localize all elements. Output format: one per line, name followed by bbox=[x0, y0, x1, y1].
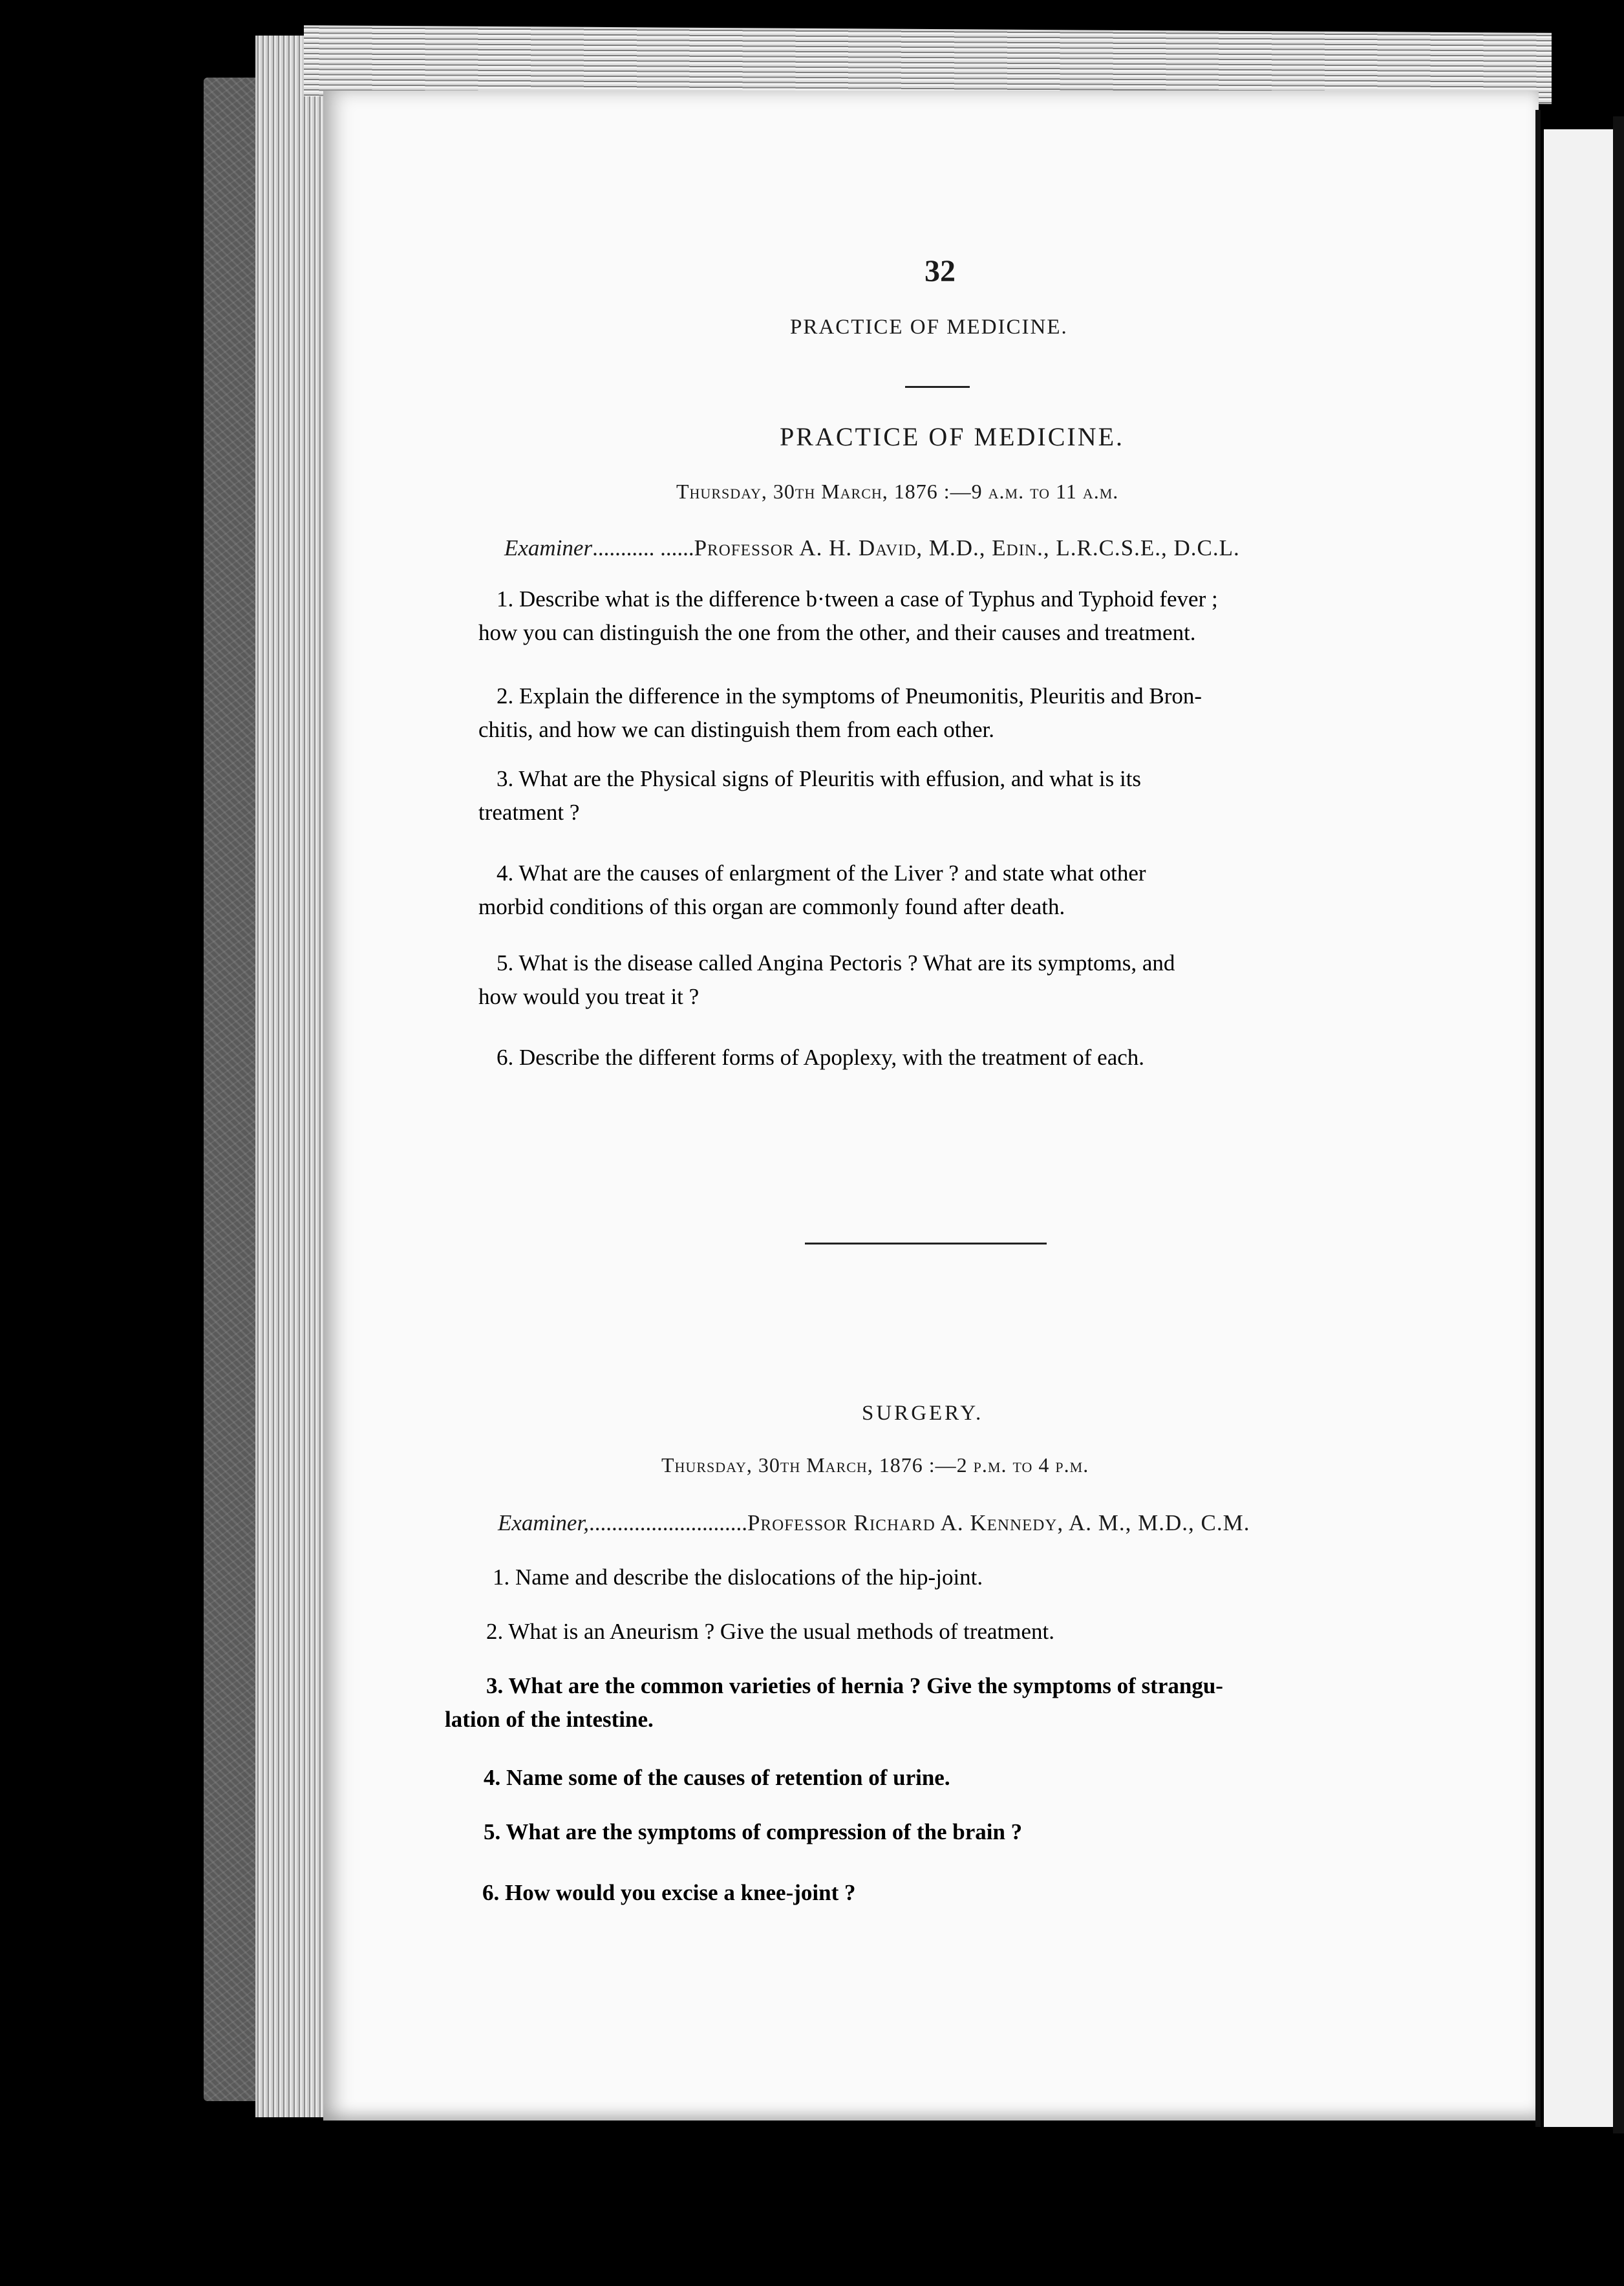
facing-page-edge bbox=[1613, 116, 1624, 2133]
short-divider bbox=[905, 386, 970, 388]
examiner-dots: ............................ bbox=[588, 1510, 747, 1535]
surgery-question-3-line-2: lation of the intestine. bbox=[445, 1707, 654, 1732]
running-head: PRACTICE OF MEDICINE. bbox=[790, 315, 1068, 339]
medicine-question-1-line-1: 1. Describe what is the difference b·tween a case of Typhus and Typhoid fever ; bbox=[497, 586, 1218, 612]
medicine-question-2-line-1: 2. Explain the difference in the symptoms of Pneumonitis, Pleuritis and Bron- bbox=[497, 683, 1202, 709]
page-stack-left-edge bbox=[255, 36, 333, 2117]
exam-date-surgery: Thursday, 30th March, 1876 :—2 p.m. to 4 p.m. bbox=[661, 1453, 1089, 1477]
surgery-question-5-line-1: 5. What are the symptoms of compression of the brain ? bbox=[484, 1819, 1023, 1844]
page-number: 32 bbox=[924, 254, 956, 288]
examiner-name: Professor A. H. David, M.D., Edin., L.R.C.S.E., D.C.L. bbox=[694, 535, 1240, 561]
medicine-question-3-line-2: treatment ? bbox=[478, 800, 580, 825]
examiner-label: Examiner, bbox=[498, 1510, 589, 1535]
exam-date-medicine: Thursday, 30th March, 1876 :—9 a.m. to 11 a.m. bbox=[676, 480, 1119, 503]
surgery-question-3-line-1: 3. What are the common varieties of hernia ? Give the symptoms of strangu- bbox=[486, 1673, 1223, 1698]
surgery-question-4-line-1: 4. Name some of the causes of retention of urine. bbox=[484, 1765, 950, 1790]
medicine-question-4-line-1: 4. What are the causes of enlargment of the Liver ? and state what other bbox=[497, 860, 1146, 886]
medicine-question-5-line-2: how would you treat it ? bbox=[478, 984, 700, 1009]
examiner-line-medicine bbox=[504, 535, 1240, 561]
book-page bbox=[323, 91, 1539, 2120]
page-gutter bbox=[1535, 110, 1541, 2127]
surgery-question-6-line-1: 6. How would you excise a knee-joint ? bbox=[482, 1880, 856, 1905]
section-title-surgery: SURGERY. bbox=[862, 1402, 984, 1425]
facing-page-sliver bbox=[1544, 129, 1624, 2127]
medicine-question-5-line-1: 5. What is the disease called Angina Pectoris ? What are its symptoms, and bbox=[497, 950, 1175, 976]
examiner-name: Professor Richard A. Kennedy, A. M., M.D., C.M. bbox=[747, 1510, 1250, 1535]
section-divider bbox=[805, 1243, 1047, 1244]
medicine-question-3-line-1: 3. What are the Physical signs of Pleuritis with effusion, and what is its bbox=[497, 766, 1142, 791]
medicine-question-6-line-1: 6. Describe the different forms of Apoplexy, with the treatment of each. bbox=[497, 1045, 1145, 1070]
medicine-question-1-line-2: how you can distinguish the one from the other, and their causes and treatment. bbox=[478, 620, 1196, 645]
surgery-question-1-line-1: 1. Name and describe the dislocations of the hip-joint. bbox=[493, 1565, 983, 1590]
examiner-label: Examiner bbox=[504, 535, 593, 561]
examiner-dots: ........... ...... bbox=[592, 535, 694, 561]
examiner-line-surgery bbox=[498, 1510, 1250, 1536]
medicine-question-4-line-2: morbid conditions of this organ are commonly found after death. bbox=[478, 894, 1065, 919]
medicine-question-2-line-2: chitis, and how we can distinguish them from each other. bbox=[478, 717, 995, 742]
surgery-question-2-line-1: 2. What is an Aneurism ? Give the usual methods of treatment. bbox=[486, 1619, 1055, 1644]
section-title-medicine: PRACTICE OF MEDICINE. bbox=[780, 422, 1125, 451]
